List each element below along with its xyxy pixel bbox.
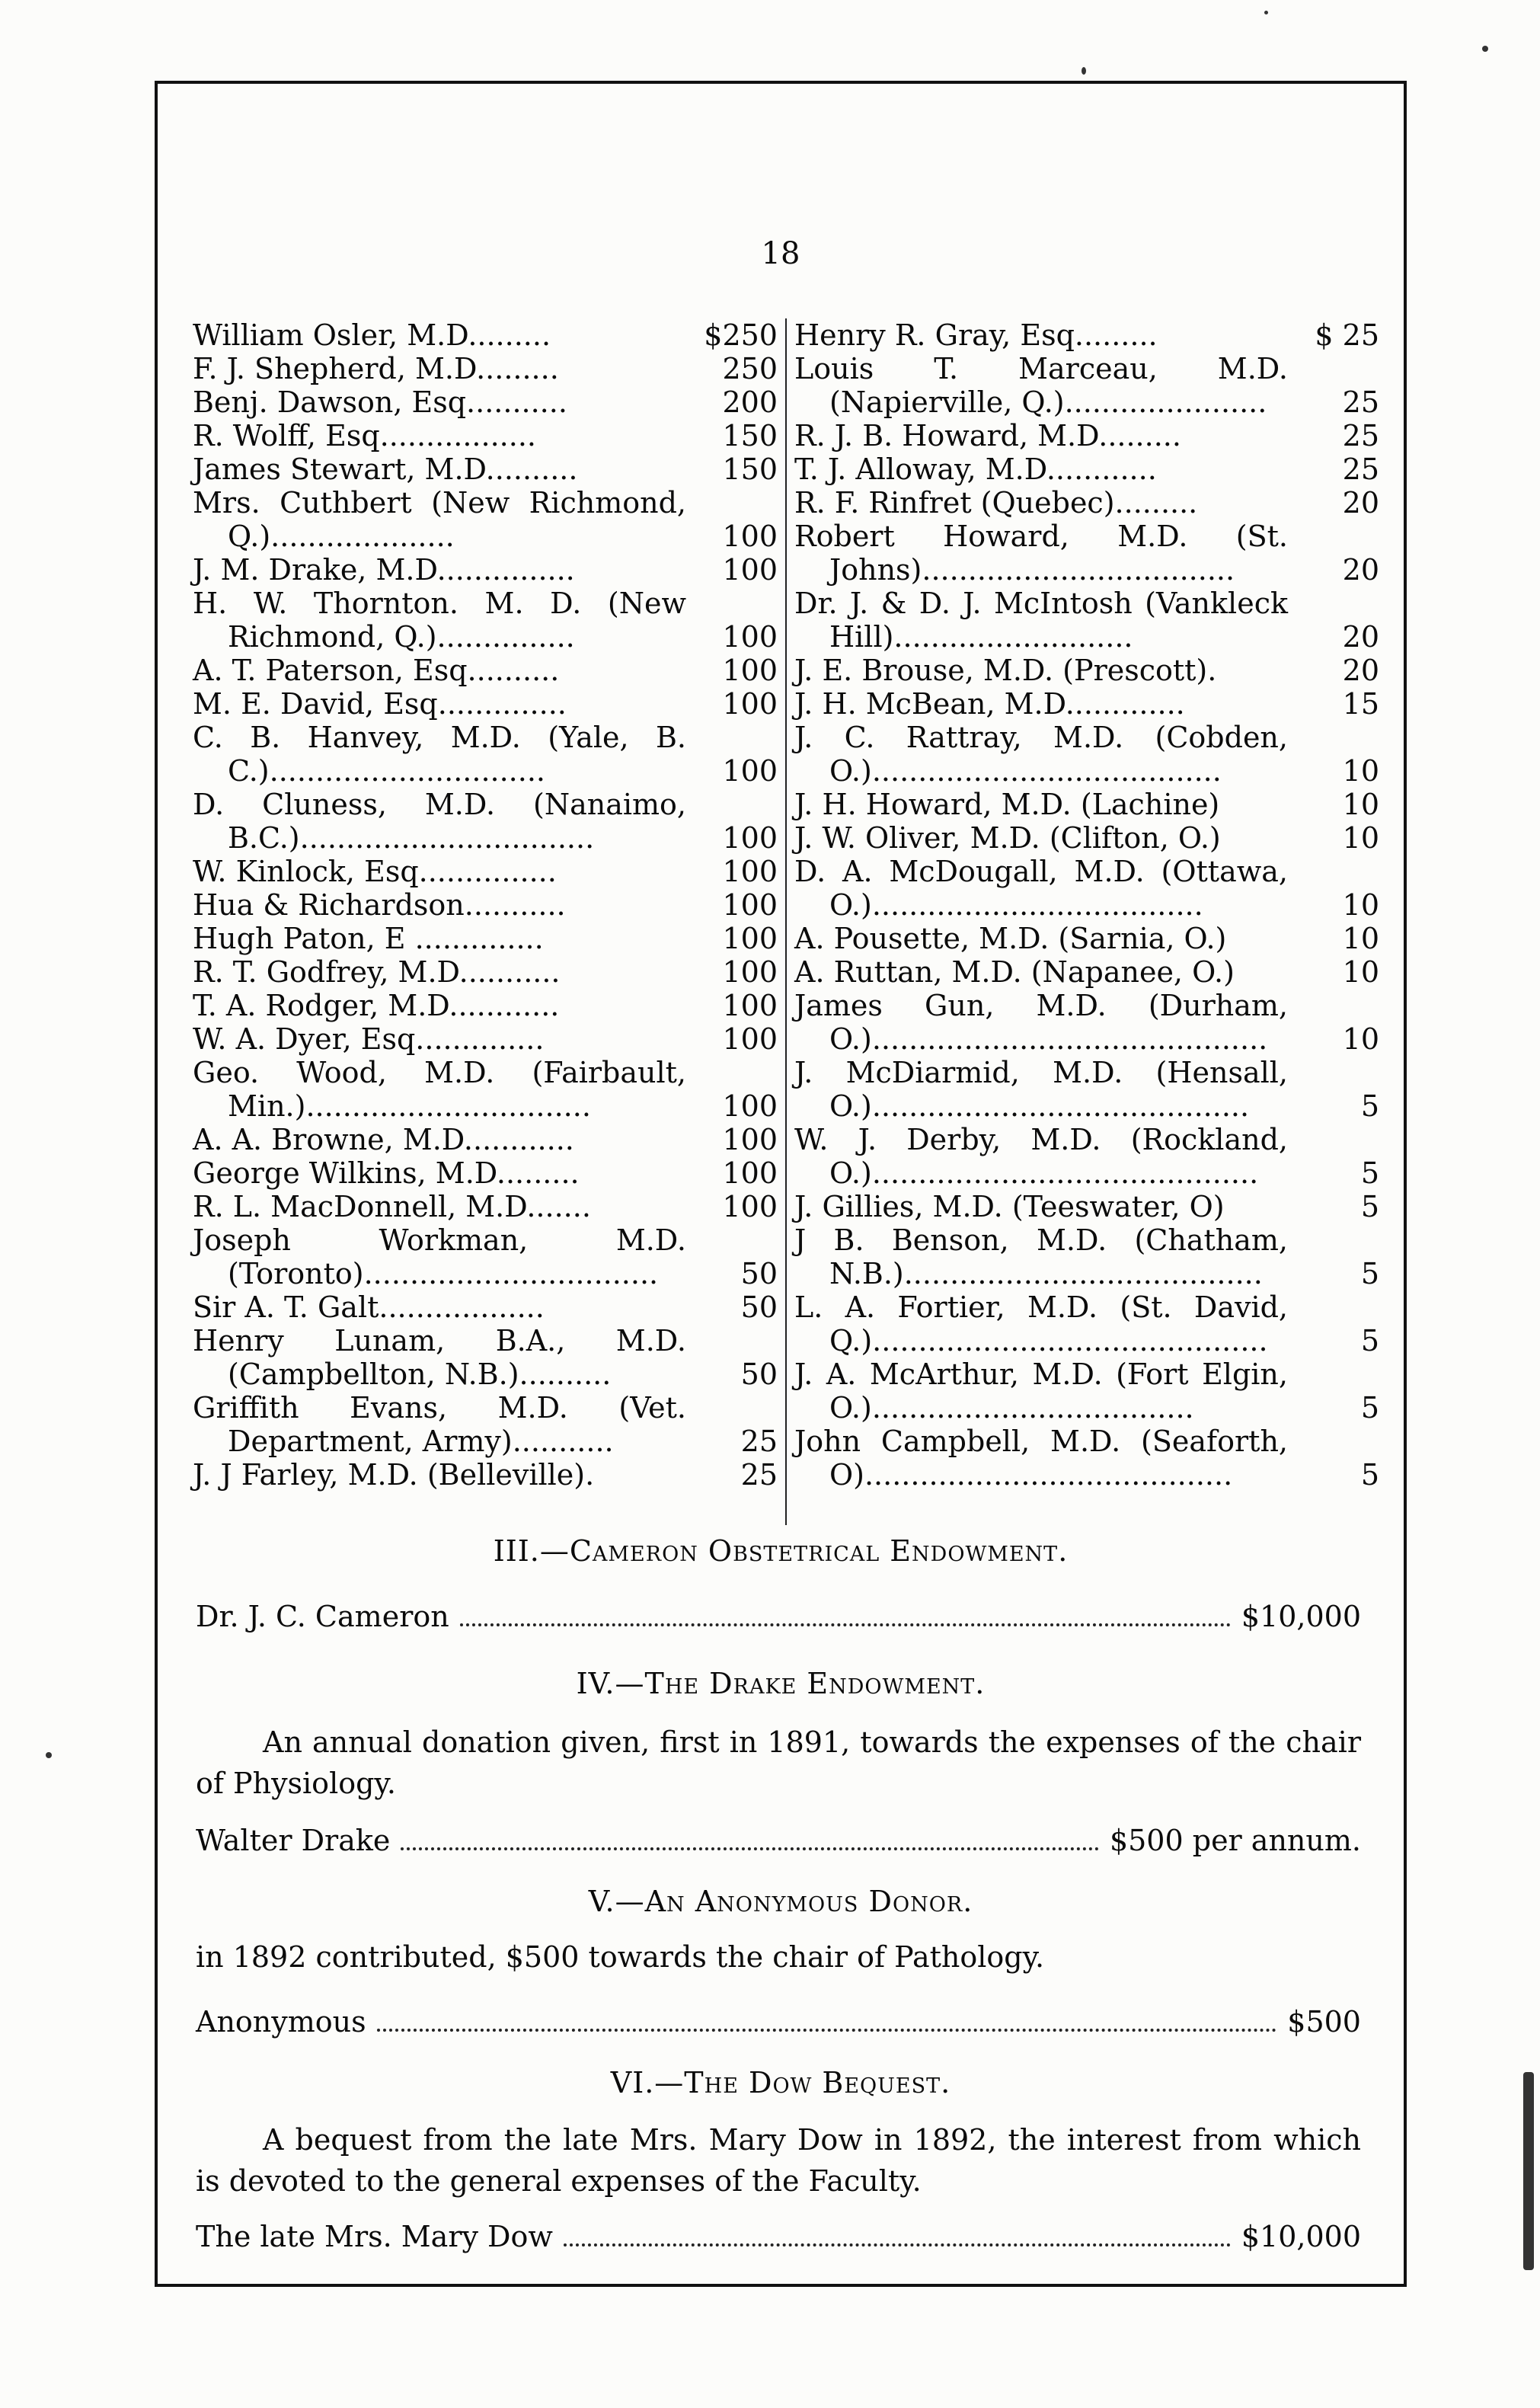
drake-donor: Walter Drake — [196, 1824, 391, 1857]
donor-name: Louis T. Marceau, M.D. (Napierville, Q.)...................... — [794, 352, 1288, 419]
donor-name: Joseph Workman, M.D. (Toronto)................................ — [193, 1223, 686, 1290]
donor-name: L. A. Fortier, M.D. (St. David, Q.)........................................... — [794, 1290, 1288, 1357]
donation-amount: 100 — [722, 754, 778, 788]
donation-amount: 25 — [1342, 452, 1379, 486]
dow-donor: The late Mrs. Mary Dow — [196, 2220, 553, 2253]
donor-name: W. A. Dyer, Esq.............. — [193, 1022, 545, 1056]
donation-amount: 250 — [722, 352, 778, 385]
donor-entry — [193, 1156, 778, 1190]
donor-entry — [193, 1190, 778, 1223]
scan-speck — [46, 1752, 52, 1758]
donor-entry — [193, 1290, 778, 1324]
scan-speck — [1264, 11, 1268, 14]
donation-amount: 100 — [722, 520, 778, 553]
donor-name: Mrs. Cuthbert (New Richmond, Q.).................... — [193, 486, 686, 553]
donation-amount: 100 — [722, 1123, 778, 1156]
donor-entry — [193, 486, 778, 553]
donation-amount: 50 — [740, 1290, 778, 1324]
donor-entry — [794, 955, 1379, 989]
donation-amount: 20 — [1342, 486, 1379, 520]
scan-speck — [1482, 46, 1488, 52]
donor-entry — [794, 352, 1379, 419]
donation-amount: 25 — [740, 1458, 778, 1492]
donation-amount: 100 — [722, 1190, 778, 1223]
donor-entry — [193, 654, 778, 687]
donor-entry — [794, 1123, 1379, 1190]
donation-amount: 25 — [740, 1425, 778, 1458]
donation-amount: 10 — [1342, 788, 1379, 821]
donor-entry — [794, 419, 1379, 452]
scan-edge-shadow — [1523, 2072, 1534, 2270]
drake-heading-number: IV.— — [576, 1667, 645, 1700]
donor-entry — [193, 687, 778, 721]
donor-name: R. Wolff, Esq................. — [193, 419, 536, 452]
donor-entry — [193, 352, 778, 385]
donor-name: T. J. Alloway, M.D............ — [794, 452, 1157, 486]
donation-amount: 20 — [1342, 553, 1379, 587]
donor-entry — [794, 587, 1379, 654]
right-donor-column — [794, 318, 1379, 1492]
left-donor-column — [193, 318, 778, 1492]
donor-columns — [193, 318, 1379, 1525]
donor-entry — [193, 318, 778, 352]
donor-name: R. T. Godfrey, M.D........... — [193, 955, 561, 989]
cameron-donor: Dr. J. C. Cameron — [196, 1600, 449, 1633]
donor-name: Sir A. T. Galt.................. — [193, 1290, 545, 1324]
donor-name: J. A. McArthur, M.D. (Fort Elgin, O.)................................... — [794, 1357, 1288, 1425]
donor-name: J. E. Brouse, M.D. (Prescott). — [794, 654, 1217, 687]
leader-dots — [460, 1604, 1231, 1626]
page-number: 18 — [761, 236, 800, 271]
donor-name: James Stewart, M.D.......... — [193, 452, 578, 486]
donation-amount: 200 — [722, 385, 778, 419]
dow-amount: $10,000 — [1241, 2220, 1361, 2253]
donation-amount: 100 — [722, 654, 778, 687]
donation-amount: 10 — [1342, 821, 1379, 855]
donation-amount: 50 — [740, 1357, 778, 1391]
donation-amount: 5 — [1360, 1156, 1379, 1190]
donation-amount: 100 — [722, 955, 778, 989]
donor-name: R. L. MacDonnell, M.D....... — [193, 1190, 591, 1223]
anonymous-heading-number: V.— — [588, 1885, 645, 1918]
donor-entry — [794, 486, 1379, 520]
donor-name: George Wilkins, M.D......... — [193, 1156, 580, 1190]
donation-amount: 100 — [722, 620, 778, 654]
donor-entry — [193, 888, 778, 922]
donor-name: W. J. Derby, M.D. (Rockland, O.).......................................... — [794, 1123, 1288, 1190]
donor-entry — [794, 855, 1379, 922]
donor-entry — [193, 1324, 778, 1391]
donation-amount: 100 — [722, 1022, 778, 1056]
donation-amount: 5 — [1360, 1089, 1379, 1123]
donation-amount: 100 — [722, 888, 778, 922]
donation-amount: 5 — [1360, 1391, 1379, 1425]
donation-amount: 10 — [1342, 955, 1379, 989]
donation-amount: 5 — [1360, 1324, 1379, 1357]
donation-amount: $ 25 — [1315, 318, 1379, 352]
donor-entry — [193, 855, 778, 888]
leader-dots — [377, 2009, 1277, 2032]
donor-entry — [193, 721, 778, 788]
donor-name: Geo. Wood, M.D. (Fairbault, Min.)............................... — [193, 1056, 686, 1123]
donor-name: W. Kinlock, Esq............... — [193, 855, 557, 888]
donor-entry — [193, 922, 778, 955]
donor-entry — [794, 721, 1379, 788]
anonymous-heading — [158, 1885, 1404, 1918]
donor-name: R. J. B. Howard, M.D......... — [794, 419, 1181, 452]
donation-amount: 100 — [722, 821, 778, 855]
dow-heading-title: The Dow Bequest. — [684, 2066, 951, 2099]
donor-entry — [794, 452, 1379, 486]
donor-name: C. B. Hanvey, M.D. (Yale, B. C.).............................. — [193, 721, 686, 788]
donor-entry — [193, 1123, 778, 1156]
donor-name: J. M. Drake, M.D............... — [193, 553, 575, 587]
drake-line — [196, 1824, 1361, 1857]
donor-entry — [794, 687, 1379, 721]
donor-entry — [193, 419, 778, 452]
donor-name: Hugh Paton, E .............. — [193, 922, 544, 955]
donor-name: J B. Benson, M.D. (Chatham, N.B.)....................................... — [794, 1223, 1288, 1290]
leader-dots — [401, 1828, 1099, 1850]
donor-name: John Campbell, M.D. (Seaforth, O)........................................ — [794, 1425, 1288, 1492]
donor-name: J. H. McBean, M.D............. — [794, 687, 1185, 721]
donation-amount: 5 — [1360, 1458, 1379, 1492]
donor-name: Henry R. Gray, Esq......... — [794, 318, 1158, 352]
donor-entry — [794, 1357, 1379, 1425]
donor-name: A. Pousette, M.D. (Sarnia, O.) — [794, 922, 1227, 955]
donor-name: J. C. Rattray, M.D. (Cobden, O.)...................................... — [794, 721, 1288, 788]
cameron-heading — [158, 1534, 1404, 1568]
donor-entry — [193, 1056, 778, 1123]
donor-name: J. W. Oliver, M.D. (Clifton, O.) — [794, 821, 1221, 855]
donor-entry — [794, 654, 1379, 687]
dow-heading-number: VI.— — [610, 2066, 685, 2099]
donation-amount: 150 — [722, 452, 778, 486]
donor-name: A. A. Browne, M.D............ — [193, 1123, 574, 1156]
donor-entry — [794, 1190, 1379, 1223]
anonymous-amount: $500 — [1287, 2005, 1361, 2039]
donor-name: J. McDiarmid, M.D. (Hensall, O.)......................................... — [794, 1056, 1288, 1123]
anonymous-donor: Anonymous — [196, 2005, 366, 2039]
donation-amount: 10 — [1342, 922, 1379, 955]
donor-entry — [193, 587, 778, 654]
leader-dots — [564, 2224, 1231, 2247]
donor-name: D. A. McDougall, M.D. (Ottawa, O.).................................... — [794, 855, 1288, 922]
donation-amount: 20 — [1342, 620, 1379, 654]
donor-entry — [193, 1391, 778, 1458]
donation-amount: 10 — [1342, 888, 1379, 922]
donor-entry — [794, 520, 1379, 587]
column-divider — [785, 318, 787, 1525]
donor-entry — [794, 1223, 1379, 1290]
donation-amount: 5 — [1360, 1257, 1379, 1290]
donor-name: R. F. Rinfret (Quebec)......... — [794, 486, 1198, 520]
donation-amount: 10 — [1342, 1022, 1379, 1056]
donation-amount: 100 — [722, 553, 778, 587]
donor-entry — [193, 788, 778, 855]
donor-name: J. Gillies, M.D. (Teeswater, O) — [794, 1190, 1225, 1223]
dow-description: A bequest from the late Mrs. Mary Dow in 1892, the interest from which is devoted to the general expenses of the Faculty. — [196, 2123, 1361, 2198]
donor-name: T. A. Rodger, M.D............ — [193, 989, 560, 1022]
donor-entry — [794, 1425, 1379, 1492]
donor-name: Henry Lunam, B.A., M.D. (Campbellton, N.B.).......... — [193, 1324, 686, 1391]
donor-name: J. J Farley, M.D. (Belleville). — [193, 1458, 595, 1492]
donor-entry — [193, 553, 778, 587]
donor-name: H. W. Thornton. M. D. (New Richmond, Q.)............... — [193, 587, 686, 654]
drake-description: An annual donation given, first in 1891, towards the expenses of the chair of Physiology. — [196, 1725, 1361, 1800]
donor-entry — [794, 1056, 1379, 1123]
donation-amount: 50 — [740, 1257, 778, 1290]
donation-amount: 100 — [722, 855, 778, 888]
donor-name: Benj. Dawson, Esq........... — [193, 385, 567, 419]
cameron-line — [196, 1600, 1361, 1633]
cameron-heading-title: Cameron Obstetrical Endowment. — [569, 1534, 1069, 1568]
dow-line — [196, 2220, 1361, 2253]
donor-entry — [193, 1458, 778, 1492]
dow-heading — [158, 2066, 1404, 2099]
donation-amount: 25 — [1342, 385, 1379, 419]
donor-entry — [794, 922, 1379, 955]
donor-name: D. Cluness, M.D. (Nanaimo, B.C.)................................ — [193, 788, 686, 855]
donor-name: Dr. J. & D. J. McIntosh (Vankleck Hill).......................... — [794, 587, 1288, 654]
donor-entry — [193, 955, 778, 989]
donor-entry — [193, 1223, 778, 1290]
donation-amount: 100 — [722, 1089, 778, 1123]
donation-amount: 25 — [1342, 419, 1379, 452]
donation-amount: 10 — [1342, 754, 1379, 788]
donation-amount: 20 — [1342, 654, 1379, 687]
donation-amount: 100 — [722, 989, 778, 1022]
donation-amount: 15 — [1342, 687, 1379, 721]
anonymous-heading-title: An Anonymous Donor. — [644, 1885, 973, 1918]
cameron-amount: $10,000 — [1241, 1600, 1361, 1633]
donor-entry — [794, 989, 1379, 1056]
donor-name: Hua & Richardson........... — [193, 888, 566, 922]
donor-name: Robert Howard, M.D. (St. Johns).................................. — [794, 520, 1288, 587]
donor-name: M. E. David, Esq.............. — [193, 687, 567, 721]
donor-name: William Osler, M.D......... — [193, 318, 551, 352]
donation-amount: 100 — [722, 687, 778, 721]
donation-amount: $250 — [704, 318, 778, 352]
donation-amount: 150 — [722, 419, 778, 452]
cameron-heading-number: III.— — [493, 1534, 570, 1568]
donor-name: A. Ruttan, M.D. (Napanee, O.) — [794, 955, 1235, 989]
donor-entry — [193, 452, 778, 486]
donation-amount: 5 — [1360, 1190, 1379, 1223]
donor-entry — [193, 385, 778, 419]
donor-entry — [193, 1022, 778, 1056]
drake-heading-title: The Drake Endowment. — [644, 1667, 986, 1700]
donation-amount: 100 — [722, 922, 778, 955]
donor-name: Griffith Evans, M.D. (Vet. Department, Army)........... — [193, 1391, 686, 1458]
donor-entry — [794, 318, 1379, 352]
anonymous-description: in 1892 contributed, $500 towards the chair of Pathology. — [196, 1940, 1045, 1974]
donor-entry — [794, 821, 1379, 855]
donor-entry — [193, 989, 778, 1022]
donor-entry — [794, 1290, 1379, 1357]
donor-name: F. J. Shepherd, M.D......... — [193, 352, 559, 385]
donor-name: J. H. Howard, M.D. (Lachine) — [794, 788, 1220, 821]
donor-entry — [794, 788, 1379, 821]
donation-amount: 100 — [722, 1156, 778, 1190]
scan-speck — [1082, 67, 1086, 75]
donor-name: James Gun, M.D. (Durham, O.)........................................... — [794, 989, 1288, 1056]
drake-amount: $500 per annum. — [1109, 1824, 1361, 1857]
drake-heading — [158, 1667, 1404, 1700]
donor-name: A. T. Paterson, Esq.......... — [193, 654, 560, 687]
page-frame — [155, 81, 1407, 2287]
anonymous-line — [196, 2005, 1361, 2039]
